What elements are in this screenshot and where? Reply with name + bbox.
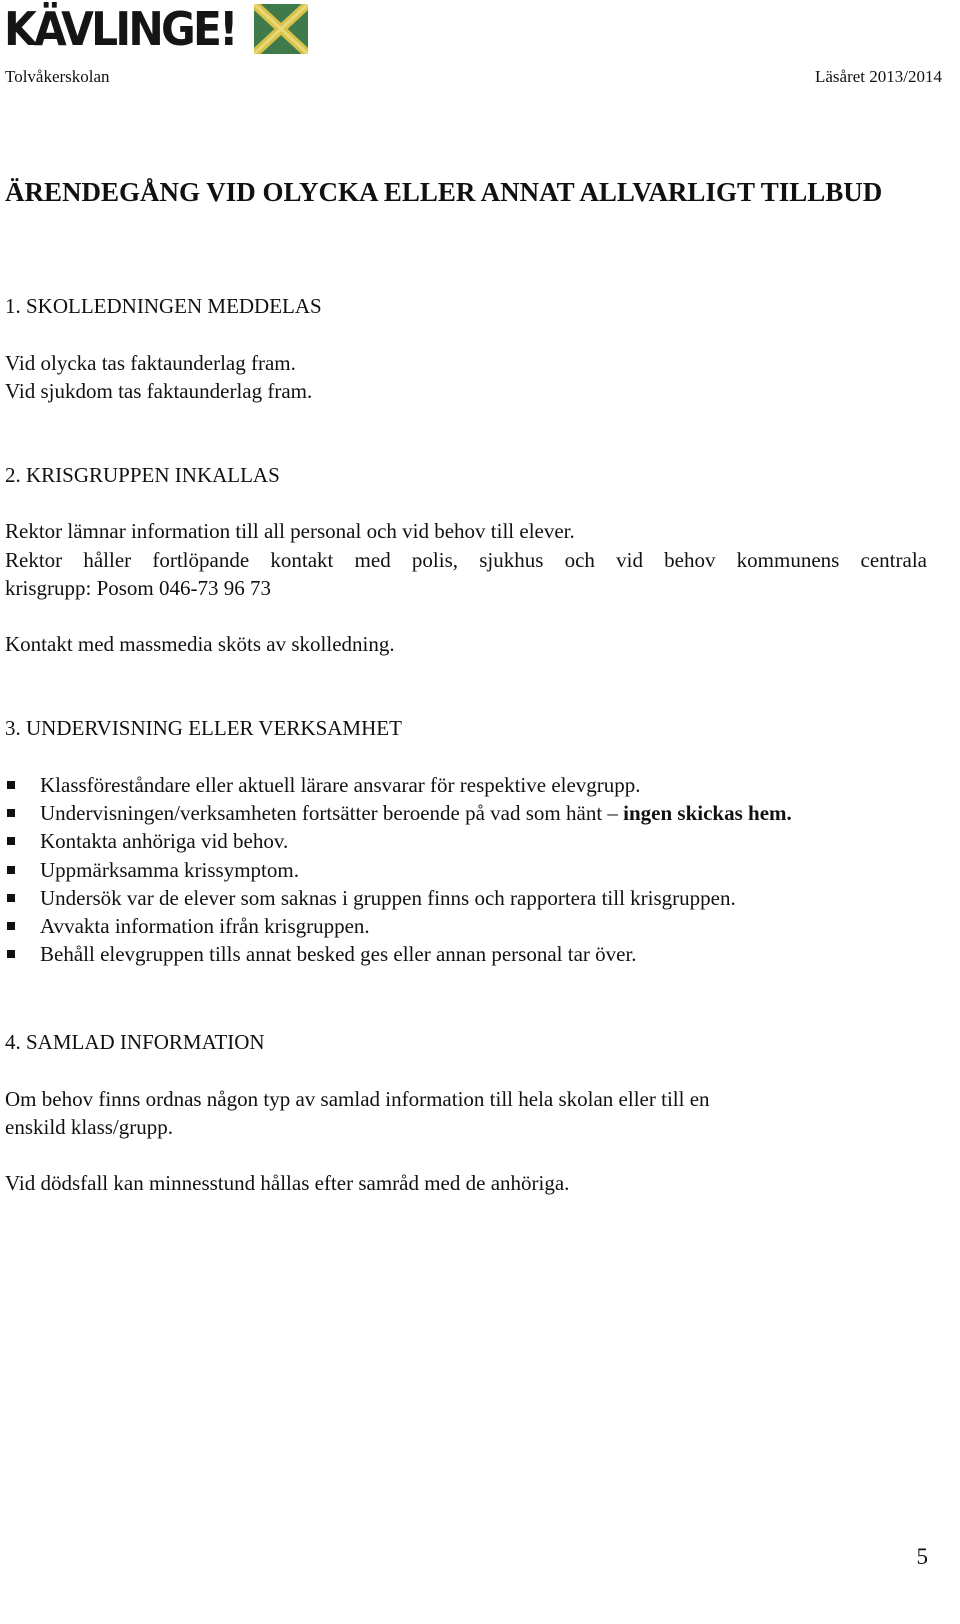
section-3-heading: 3. UNDERVISNING ELLER VERKSAMHET	[5, 716, 402, 740]
section-1-line-1: Vid olycka tas faktaunderlag fram.	[5, 351, 296, 375]
bullet-square-icon	[7, 809, 15, 817]
section-2-paragraph-line-1: Rektor håller fortlöpande kontakt med polis, sjukhus och vid behov kommunens centrala	[5, 548, 927, 572]
section-2-line-3: Kontakt med massmedia sköts av skolledning.	[5, 632, 395, 656]
section-1-line-2: Vid sjukdom tas faktaunderlag fram.	[5, 379, 313, 403]
list-item: Kontakta anhöriga vid behov.	[0, 827, 940, 855]
section-2-paragraph-line-2: krisgrupp: Posom 046-73 96 73	[5, 576, 272, 600]
list-item: Behåll elevgruppen tills annat besked ges eller annan personal tar över.	[0, 940, 940, 968]
bullet-square-icon	[7, 922, 15, 930]
section-1-heading: 1. SKOLLEDNINGEN MEDDELAS	[5, 294, 322, 318]
section-4-paragraph-line-1: Om behov finns ordnas någon typ av samlad information till hela skolan eller till en	[5, 1087, 710, 1111]
kavlinge-logo	[4, 2, 308, 56]
section-4-paragraph-line-2: enskild klass/grupp.	[5, 1115, 173, 1139]
school-name: Tolvåkerskolan	[5, 67, 110, 86]
section-3-bullet-list	[0, 771, 940, 968]
page-number: 5	[916, 1544, 928, 1569]
school-year: Läsåret 2013/2014	[815, 67, 942, 86]
bullet-square-icon	[7, 950, 15, 958]
list-item: Undersök var de elever som saknas i gruppen finns och rapportera till krisgruppen.	[0, 884, 940, 912]
section-4-heading: 4. SAMLAD INFORMATION	[5, 1030, 265, 1054]
section-2-heading: 2. KRISGRUPPEN INKALLAS	[5, 463, 280, 487]
section-2-line-1: Rektor lämnar information till all personal och vid behov till elever.	[5, 519, 575, 543]
bullet-square-icon	[7, 781, 15, 789]
list-item: Klassföreståndare eller aktuell lärare ansvarar för respektive elevgrupp.	[0, 771, 940, 799]
municipal-crest-icon	[254, 4, 308, 54]
bullet-square-icon	[7, 866, 15, 874]
bullet-square-icon	[7, 894, 15, 902]
list-item: Uppmärksamma krissymptom.	[0, 856, 940, 884]
page-title: ÄRENDEGÅNG VID OLYCKA ELLER ANNAT ALLVARLIGT TILLBUD	[5, 177, 883, 207]
section-4-line-3: Vid dödsfall kan minnesstund hållas efter samråd med de anhöriga.	[5, 1171, 570, 1195]
bullet-square-icon	[7, 837, 15, 845]
list-item: Undervisningen/verksamheten fortsätter beroende på vad som hänt – ingen skickas hem.	[0, 799, 940, 827]
list-item: Avvakta information ifrån krisgruppen.	[0, 912, 940, 940]
logo-wordmark: KÄVLINGE!	[4, 2, 236, 56]
emphasis-text: ingen skickas hem.	[623, 801, 792, 826]
